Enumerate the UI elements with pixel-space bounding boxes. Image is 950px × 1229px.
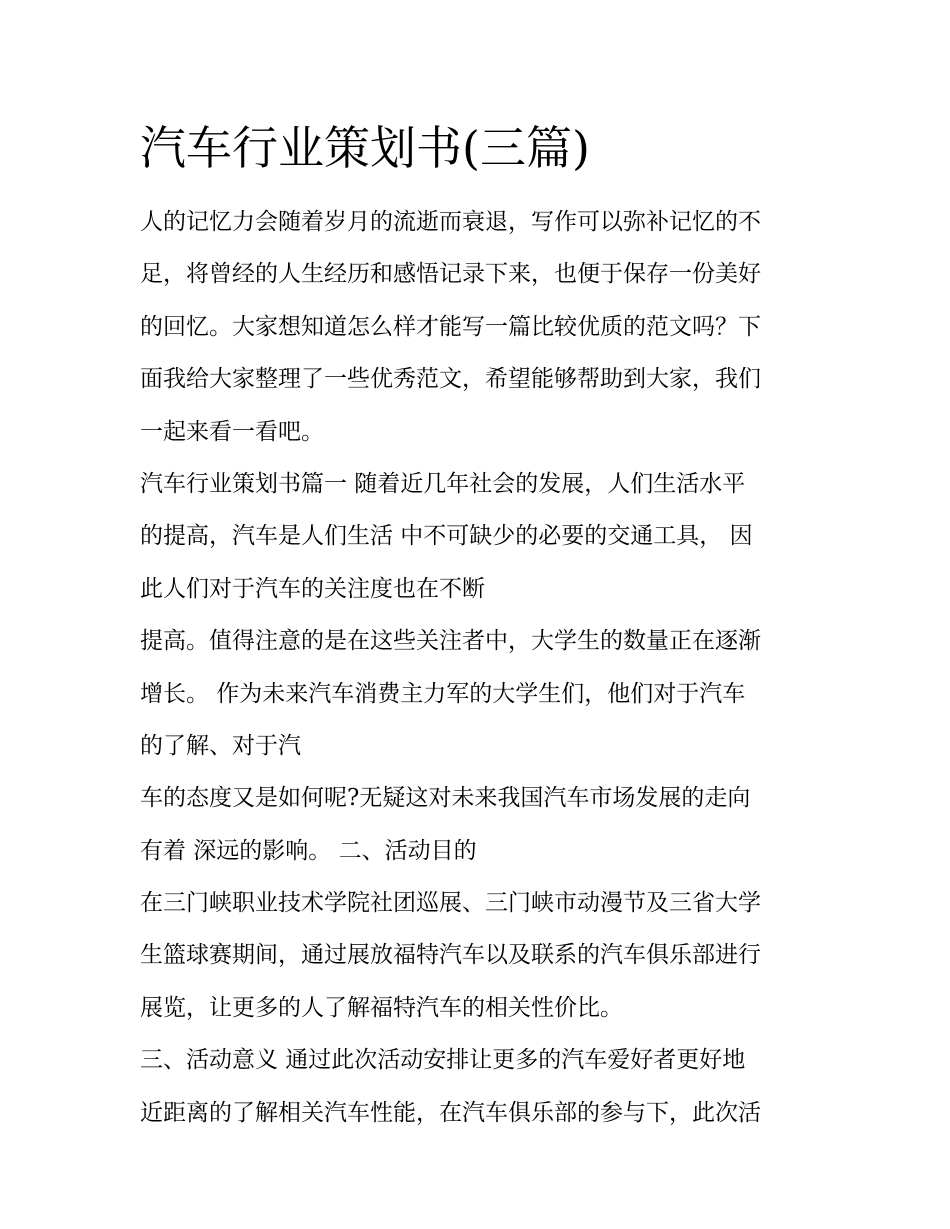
text-line: 此人们对于汽车的关注度也在不断 bbox=[140, 575, 485, 602]
text-line: 有着 深远的影响。 二、活动目的 bbox=[140, 837, 477, 864]
text-line: 近距离的了解相关汽车性能，在汽车俱乐部的参与下，此次活 bbox=[140, 1099, 761, 1126]
document-body bbox=[140, 196, 820, 1139]
text-line: 生篮球赛期间，通过展放福特汽车以及联系的汽车俱乐部进行 bbox=[140, 942, 761, 969]
text-line: 的回忆。大家想知道怎么样才能写一篇比较优质的范文吗？下 bbox=[140, 313, 761, 340]
text-line: 增长。 作为未来汽车消费主力军的大学生们，他们对于汽车 bbox=[140, 680, 746, 707]
text-line: 的了解、对于汽 bbox=[140, 732, 301, 759]
text-line: 的提高，汽车是人们生活 中不可缺少的必要的交通工具， 因 bbox=[140, 523, 753, 550]
text-line: 三、活动意义 通过此次活动安排让更多的汽车爱好者更好地 bbox=[140, 1047, 746, 1074]
text-line: 在三门峡职业技术学院社团巡展、三门峡市动漫节及三省大学 bbox=[140, 890, 761, 917]
text-line: 人的记忆力会随着岁月的流逝而衰退，写作可以弥补记忆的不 bbox=[140, 209, 761, 235]
text-line: 车的态度又是如何呢?无疑这对未来我国汽车市场发展的走向 bbox=[140, 785, 751, 812]
document-title: 汽车行业策划书(三篇) bbox=[140, 121, 590, 175]
text-line: 汽车行业策划书篇一 随着近几年社会的发展，人们生活水平 bbox=[140, 470, 746, 497]
text-line: 足，将曾经的人生经历和感悟记录下来，也便于保存一份美好 bbox=[140, 261, 761, 288]
text-line: 提高。值得注意的是在这些关注者中，大学生的数量正在逐渐 bbox=[140, 628, 761, 655]
text-line: 展览，让更多的人了解福特汽车的相关性价比。 bbox=[140, 994, 623, 1021]
text-line: 面我给大家整理了一些优秀范文，希望能够帮助到大家，我们 bbox=[140, 366, 761, 393]
text-line: 一起来看一看吧。 bbox=[140, 418, 324, 445]
